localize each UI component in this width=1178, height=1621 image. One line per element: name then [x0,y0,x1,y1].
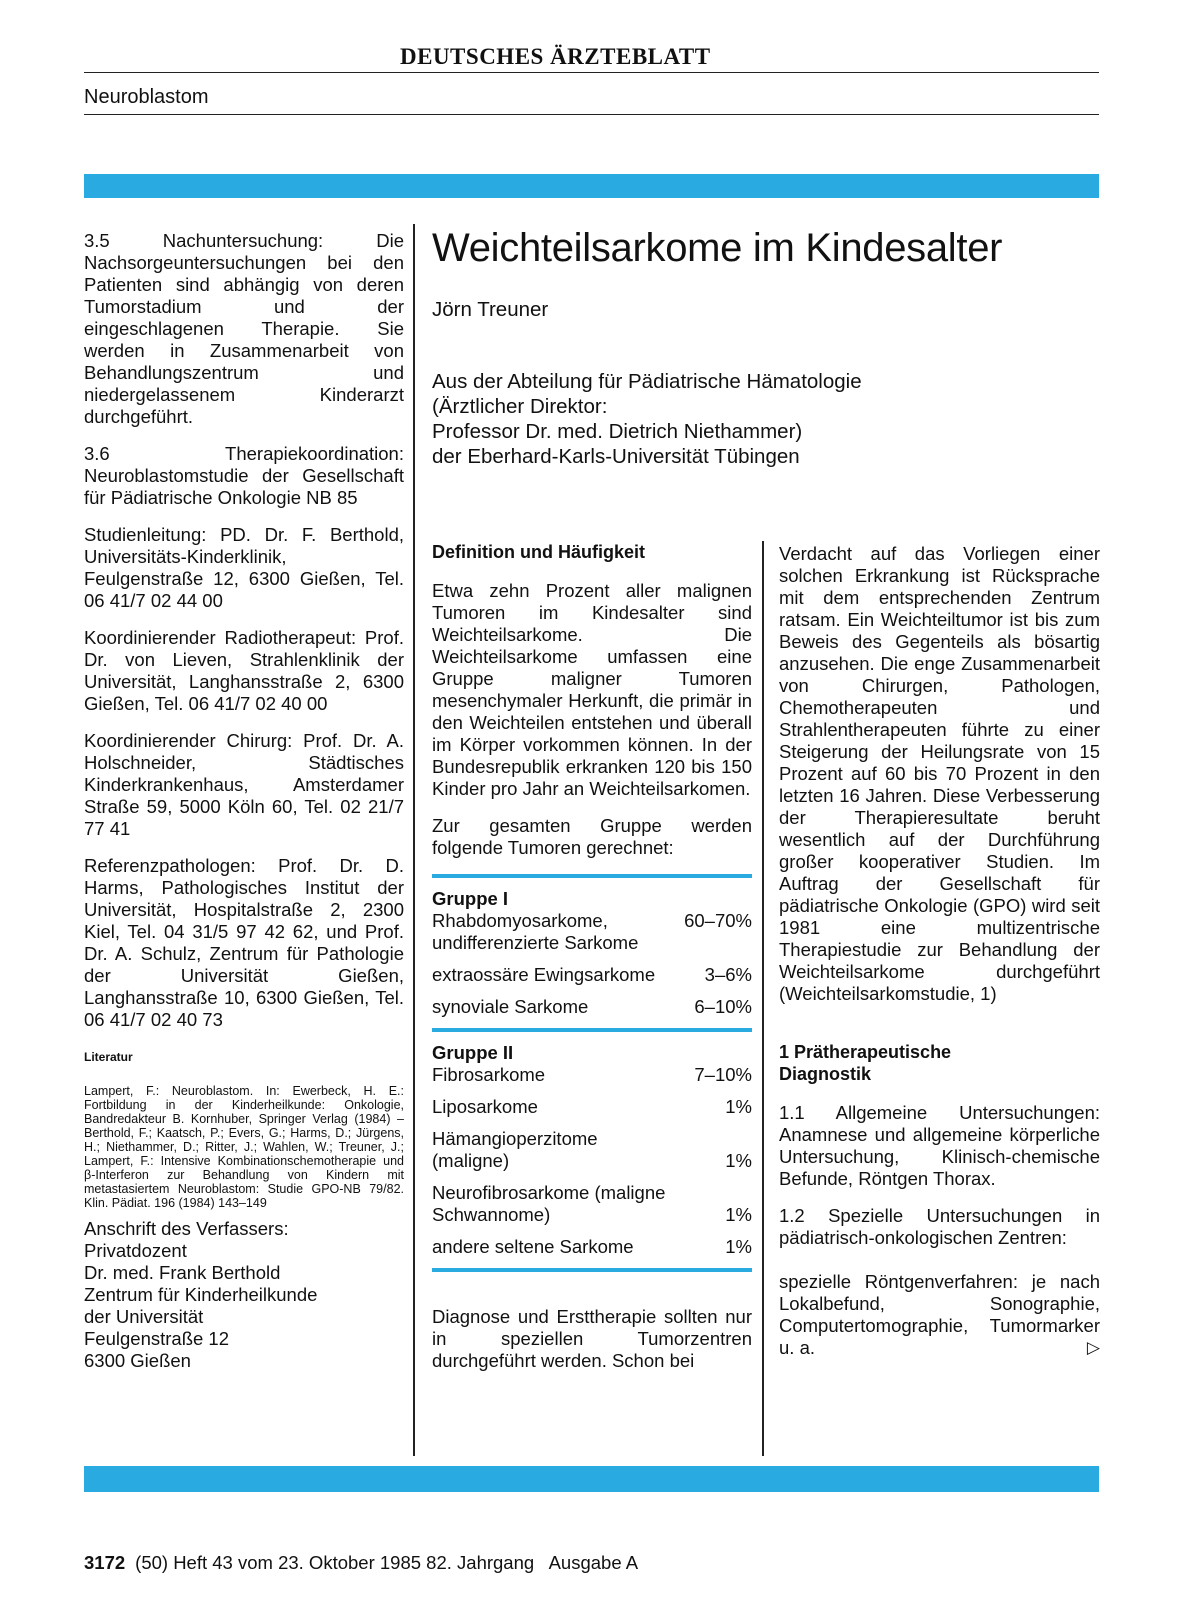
studienleitung-paragraph: Studienleitung: PD. Dr. F. Berthold, Universitäts-Kinderklinik, Feulgenstraße 12, 6300 Gießen, Tel. 06 41/7 02 44 00 [84,524,404,611]
section-label: Neuroblastom [84,86,209,108]
continuation-paragraph: Verdacht auf das Vorliegen einer solchen Erkrankung ist Rücksprache mit dem entsprechenden Zentrum ratsam. Ein Weichteiltumor ist bis zum Beweis des Gegenteils als bösartig anzusehen. Die enge Zusammenarbeit von Chirurgen, Pathologen, Chemotherapeuten und Strahlentherapeuten führte zu einer Steigerung der Heilungsrate von 15 Prozent auf 60 bis 70 Prozent in den letzten 16 Jahren. Diese Verbesserung der Therapieresultate beruht wesentlich auf der Durchführung großer kooperativer Studien. Im Auftrag der Gesellschaft für pädiatrische Onkologie (GPO) wird seit 1981 eine multizentrische Therapiestudie zur Behandlung der Weichteilsarkome durchgeführt (Weichteilsarkomstudie, 1) [779,543,1100,1004]
address-line: Feulgenstraße 12 [84,1328,230,1349]
affiliation-line: Aus der Abteilung für Pädiatrische Hämatologie [432,370,862,393]
tumor-name: synoviale Sarkome [432,996,589,1017]
address-line: Dr. med. Frank Berthold [84,1262,281,1283]
affiliation-line: Professor Dr. med. Dietrich Niethammer) [432,420,803,443]
tumor-percentage: 7–10% [694,1064,752,1085]
article-author: Jörn Treuner [432,298,549,321]
literature-text: Lampert, F.: Neuroblastom. In: Ewerbeck, H. E.: Fortbildung in der Kinderheilkunde: Onkologie, Bandredakteur B. Kornhuber, Springer Verlag (1984) – Berthold, F.; Kaatsch, P.; Evers, G.; Harms, D.; Jürgens, H.; Niethammer, D.; Ritter, J.; Wahlen, W.; Treuner, J.; Lampert, F.: Intensive Kombinationschemotherapie und β-Interferon zur Behandlung von Kindern mit metastasiertem Neuroblastom: Studie GPO-NB 79/82. Klin. Pädiat. 196 (1984) 143–149 [84,1084,404,1210]
table-row [432,1064,752,1086]
page-footer [84,1552,638,1574]
table-row [432,964,752,986]
header-rule-bottom [84,114,1099,115]
diagnose-paragraph: Diagnose und Ersttherapie sollten nur in speziellen Tumorzentren durchgeführt werden. Schon bei [432,1306,752,1371]
tumor-percentage: 1% [725,1204,752,1225]
chirurg-paragraph: Koordinierender Chirurg: Prof. Dr. A. Holschneider, Städtisches Kinderkrankenhaus, Amsterdamer Straße 59, 5000 Köln 60, Tel. 02 21/7 77 41 [84,730,404,839]
literature-heading: Literatur [84,1050,133,1064]
address-line: Privatdozent [84,1240,187,1261]
top-accent-bar [84,174,1099,198]
affiliation-line: (Ärztlicher Direktor: [432,395,608,418]
table-row [432,1182,752,1226]
bottom-accent-bar [84,1466,1099,1492]
definition-paragraph: Etwa zehn Prozent aller malignen Tumoren im Kindesalter sind Weichteilsarkome. Die Weichteilsarkome umfassen eine Gruppe maligner Tumoren mesenchymaler Herkunft, die primär in den Weichteilen entstehen und überall im Körper vorkommen können. In der Bundesrepublik erkranken 120 bis 150 Kinder pro Jahr an Weichteilsarkomen. [432,580,752,799]
tumor-name: Fibrosarkome [432,1064,546,1085]
tumor-percentage: 1% [725,1150,752,1171]
page-number: 3172 [84,1552,126,1573]
tumor-name: Hämangioperzitome (maligne) [432,1128,598,1171]
address-line: Anschrift des Verfassers: [84,1218,289,1239]
tumor-name: Rhabdomyosarkome, undifferenzierte Sarkome [432,910,639,953]
issue-info: (50) Heft 43 vom 23. Oktober 1985 82. Jahrgang Ausgabe A [135,1552,639,1573]
definition-heading: Definition und Häufigkeit [432,542,645,562]
tumor-name: Liposarkome [432,1096,538,1117]
table-rule [432,1268,752,1272]
diagnostik-heading: 1 Prätherapeutische Diagnostik [779,1042,952,1084]
group-1-title: Gruppe I [432,888,509,909]
right-column [779,543,1100,1359]
affiliation-line: der Eberhard-Karls-Universität Tübingen [432,445,800,468]
tumor-percentage: 3–6% [704,964,752,985]
tumor-groups-intro: Zur gesamten Gruppe werden folgende Tumoren gerechnet: [432,815,752,858]
radiotherapeut-paragraph: Koordinierender Radiotherapeut: Prof. Dr. von Lieven, Strahlenklinik der Universität, Langhansstraße 2, 6300 Gießen, Tel. 06 41/7 02 40 00 [84,627,404,714]
referenzpathologen-paragraph: Referenzpathologen: Prof. Dr. D. Harms, Pathologisches Institut der Universität, Hospitalstraße 2, 2300 Kiel, Tel. 04 31/5 97 42 62, und Prof. Dr. A. Schulz, Zentrum für Pathologie der Universität Gießen, Langhansstraße 10, 6300 Gießen, Tel. 06 41/7 02 40 73 [84,855,404,1030]
tumor-table [432,874,752,1272]
left-column [84,230,404,1372]
header-rule-top [84,72,1099,73]
table-row [432,910,752,954]
group-2-title: Gruppe II [432,1042,514,1063]
therapiekoordination-paragraph: 3.6 Therapiekoordination: Neuroblastomstudie der Gesellschaft für Pädiatrische Onkologie NB 85 [84,443,404,508]
column-divider-right [762,541,764,1456]
tumor-name: extraossäre Ewingsarkome [432,964,656,985]
masthead: DEUTSCHES ÄRZTEBLATT [400,44,711,69]
article-title: Weichteilsarkome im Kindesalter [432,226,1003,270]
tumor-percentage: 1% [725,1096,752,1117]
tumor-name: andere seltene Sarkome [432,1236,634,1257]
table-row [432,1096,752,1118]
nachuntersuchung-paragraph: 3.5 Nachuntersuchung: Die Nachsorgeuntersuchungen bei den Patienten sind abhängig von deren Tumorstadium und der eingeschlagenen Therapie. Sie werden in Zusammenarbeit von Behandlungszentrum und niedergelassenem Kinderarzt durchgeführt. [84,230,404,427]
table-row [432,996,752,1018]
table-row [432,1128,752,1172]
tumor-percentage: 60–70% [684,910,752,931]
allgemeine-untersuchungen-paragraph: 1.1 Allgemeine Untersuchungen: Anamnese und allgemeine körperliche Untersuchung, Klinisch-chemische Befunde, Röntgen Thorax. [779,1102,1100,1189]
tumor-percentage: 6–10% [694,996,752,1017]
table-rule [432,874,752,878]
article-affiliation [432,369,862,469]
table-row [432,1236,752,1258]
middle-column [432,541,752,1387]
tumor-name: Neurofibrosarkome (maligne Schwannome) [432,1182,666,1225]
continue-arrow-icon: ▷ [1086,1338,1100,1357]
roentgenverfahren-text: spezielle Röntgenverfahren: je nach Lokalbefund, Sonographie, Computertomographie, Tumormarker u. a. [779,1271,1100,1358]
roentgenverfahren-paragraph [779,1271,1100,1359]
table-rule [432,1028,752,1032]
address-line: 6300 Gießen [84,1350,191,1371]
address-line: der Universität [84,1306,204,1327]
spezielle-untersuchungen-paragraph: 1.2 Spezielle Untersuchungen in pädiatrisch-onkologischen Zentren: [779,1205,1100,1248]
tumor-percentage: 1% [725,1236,752,1257]
column-divider-left [413,224,415,1456]
author-address [84,1218,404,1372]
address-line: Zentrum für Kinderheilkunde [84,1284,318,1305]
